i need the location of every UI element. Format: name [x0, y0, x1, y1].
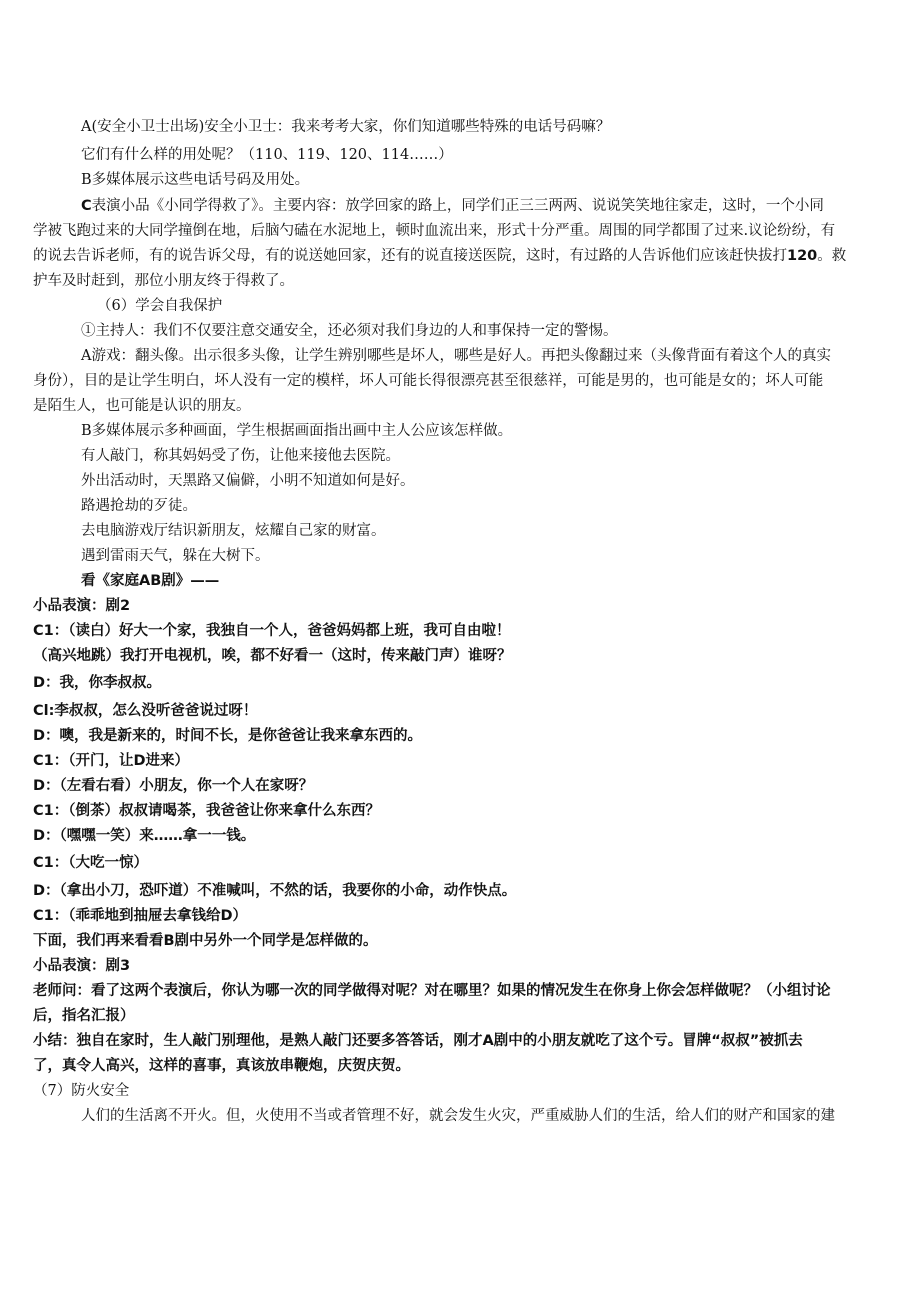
dialogue-line: D：（拿出小刀，恐吓道）不准喊叫，不然的话，我要你的小命，动作快点。 [33, 883, 517, 899]
text-line: A(安全小卫士出场)安全小卫士：我来考考大家，你们知道哪些特殊的电话号码嘛？ [81, 119, 611, 135]
text-line: 它们有什么样的用处呢？（110、119、120、114……） [81, 147, 453, 163]
dialogue-line: D：（嘿嘿一笑）来……拿一一钱。 [33, 828, 256, 844]
dialogue-line: C1：（大吃一惊） [33, 855, 148, 871]
text-line: 小结：独自在家时，生人敲门别理他，是熟人敲门还要多答答话，刚才A剧中的小朋友就吃了这个亏。冒牌“叔叔”被抓去 [33, 1033, 803, 1049]
dialogue-line: （高兴地跳）我打开电视机，唉，都不好看一（这时，传来敲门声）谁呀？ [33, 648, 512, 664]
text-span: 。救 [817, 248, 847, 264]
text-line: 外出活动时，天黑路又偏僻，小明不知道如何是好。 [81, 473, 415, 489]
dialogue-line: C1：（倒茶）叔叔请喝茶，我爸爸让你来拿什么东西？ [33, 803, 380, 819]
bold-number: 120 [787, 248, 818, 264]
text-line [81, 194, 824, 219]
text-line: A游戏：翻头像。出示很多头像，让学生辨别哪些是坏人，哪些是好人。再把头像翻过来（头像背面有着这个人的真实 [81, 348, 831, 364]
text-line: 人们的生活离不开火。但，火使用不当或者管理不好，就会发生火灾，严重威胁人们的生活，给人们的财产和国家的建 [81, 1108, 835, 1124]
text-line: 有人敲门，称其妈妈受了伤，让他来接他去医院。 [81, 448, 400, 464]
text-line: 小品表演：剧3 [33, 958, 131, 974]
text-line [33, 244, 846, 269]
dialogue-line: C1：（读白）好大一个家，我独自一个人，爸爸妈妈都上班，我可自由啦！ [33, 623, 511, 639]
text-line: 学被飞跑过来的大同学撞倒在地，后脑勺磕在水泥地上，顿时血流出来，形式十分严重。周围的同学都围了过来.议论纷纷，有 [33, 223, 836, 239]
text-span: 表演小品《小同学得救了》。主要内容：放学回家的路上，同学们正三三两两、说说笑笑地往家走，这时，一个小同 [91, 198, 824, 214]
text-line: 下面，我们再来看看B剧中另外一个同学是怎样做的。 [33, 933, 378, 949]
bold-lead: C [81, 198, 92, 214]
dialogue-line: D：我，你李叔叔。 [33, 675, 162, 691]
section-heading: （7）防火安全 [33, 1083, 130, 1099]
dialogue-line: D：（左看右看）小朋友，你一个人在家呀？ [33, 778, 314, 794]
text-line: ①主持人：我们不仅要注意交通安全，还必须对我们身边的人和事保持一定的警惕。 [81, 323, 618, 339]
text-line: 小品表演：剧2 [33, 598, 131, 614]
text-line: 老师问：看了这两个表演后，你认为哪一次的同学做得对呢？对在哪里？如果的情况发生在你身上你会怎样做呢？（小组讨论 [33, 983, 831, 999]
text-line: 路遇抢劫的歹徒。 [81, 498, 197, 514]
dialogue-line: Cl:李叔叔，怎么没听爸爸说过呀！ [33, 703, 258, 719]
dialogue-line: C1：（乖乖地到抽屉去拿钱给D） [33, 908, 248, 924]
text-line: 后，指名汇报） [33, 1008, 135, 1024]
text-line: 身份），目的是让学生明白，坏人没有一定的模样，坏人可能长得很漂亮甚至很慈祥，可能是男的，也可能是女的；坏人可能 [33, 373, 824, 389]
dialogue-line: D：噢，我是新来的，时间不长，是你爸爸让我来拿东西的。 [33, 728, 423, 744]
dialogue-line: C1：（开门，让D进来） [33, 753, 190, 769]
text-line: B多媒体展示这些电话号码及用处。 [81, 172, 310, 188]
text-line: B多媒体展示多种画面，学生根据画面指出画中主人公应该怎样做。 [81, 423, 513, 439]
section-heading: （6）学会自我保护 [97, 298, 223, 314]
text-line: 是陌生人，也可能是认识的朋友。 [33, 398, 251, 414]
text-line: 看《家庭AB剧》—— [81, 573, 220, 589]
text-line: 遇到雷雨天气，躲在大树下。 [81, 548, 270, 564]
text-line: 去电脑游戏厅结识新朋友，炫耀自己家的财富。 [81, 523, 386, 539]
text-line: 护车及时赶到，那位小朋友终于得救了。 [33, 273, 294, 289]
text-line: 了，真令人高兴，这样的喜事，真该放串鞭炮，庆贺庆贺。 [33, 1058, 410, 1074]
text-span: 的说去告诉老师，有的说告诉父母，有的说送她回家，还有的说直接送医院，这时，有过路的人告诉他们应该赶快拔打 [33, 248, 787, 264]
